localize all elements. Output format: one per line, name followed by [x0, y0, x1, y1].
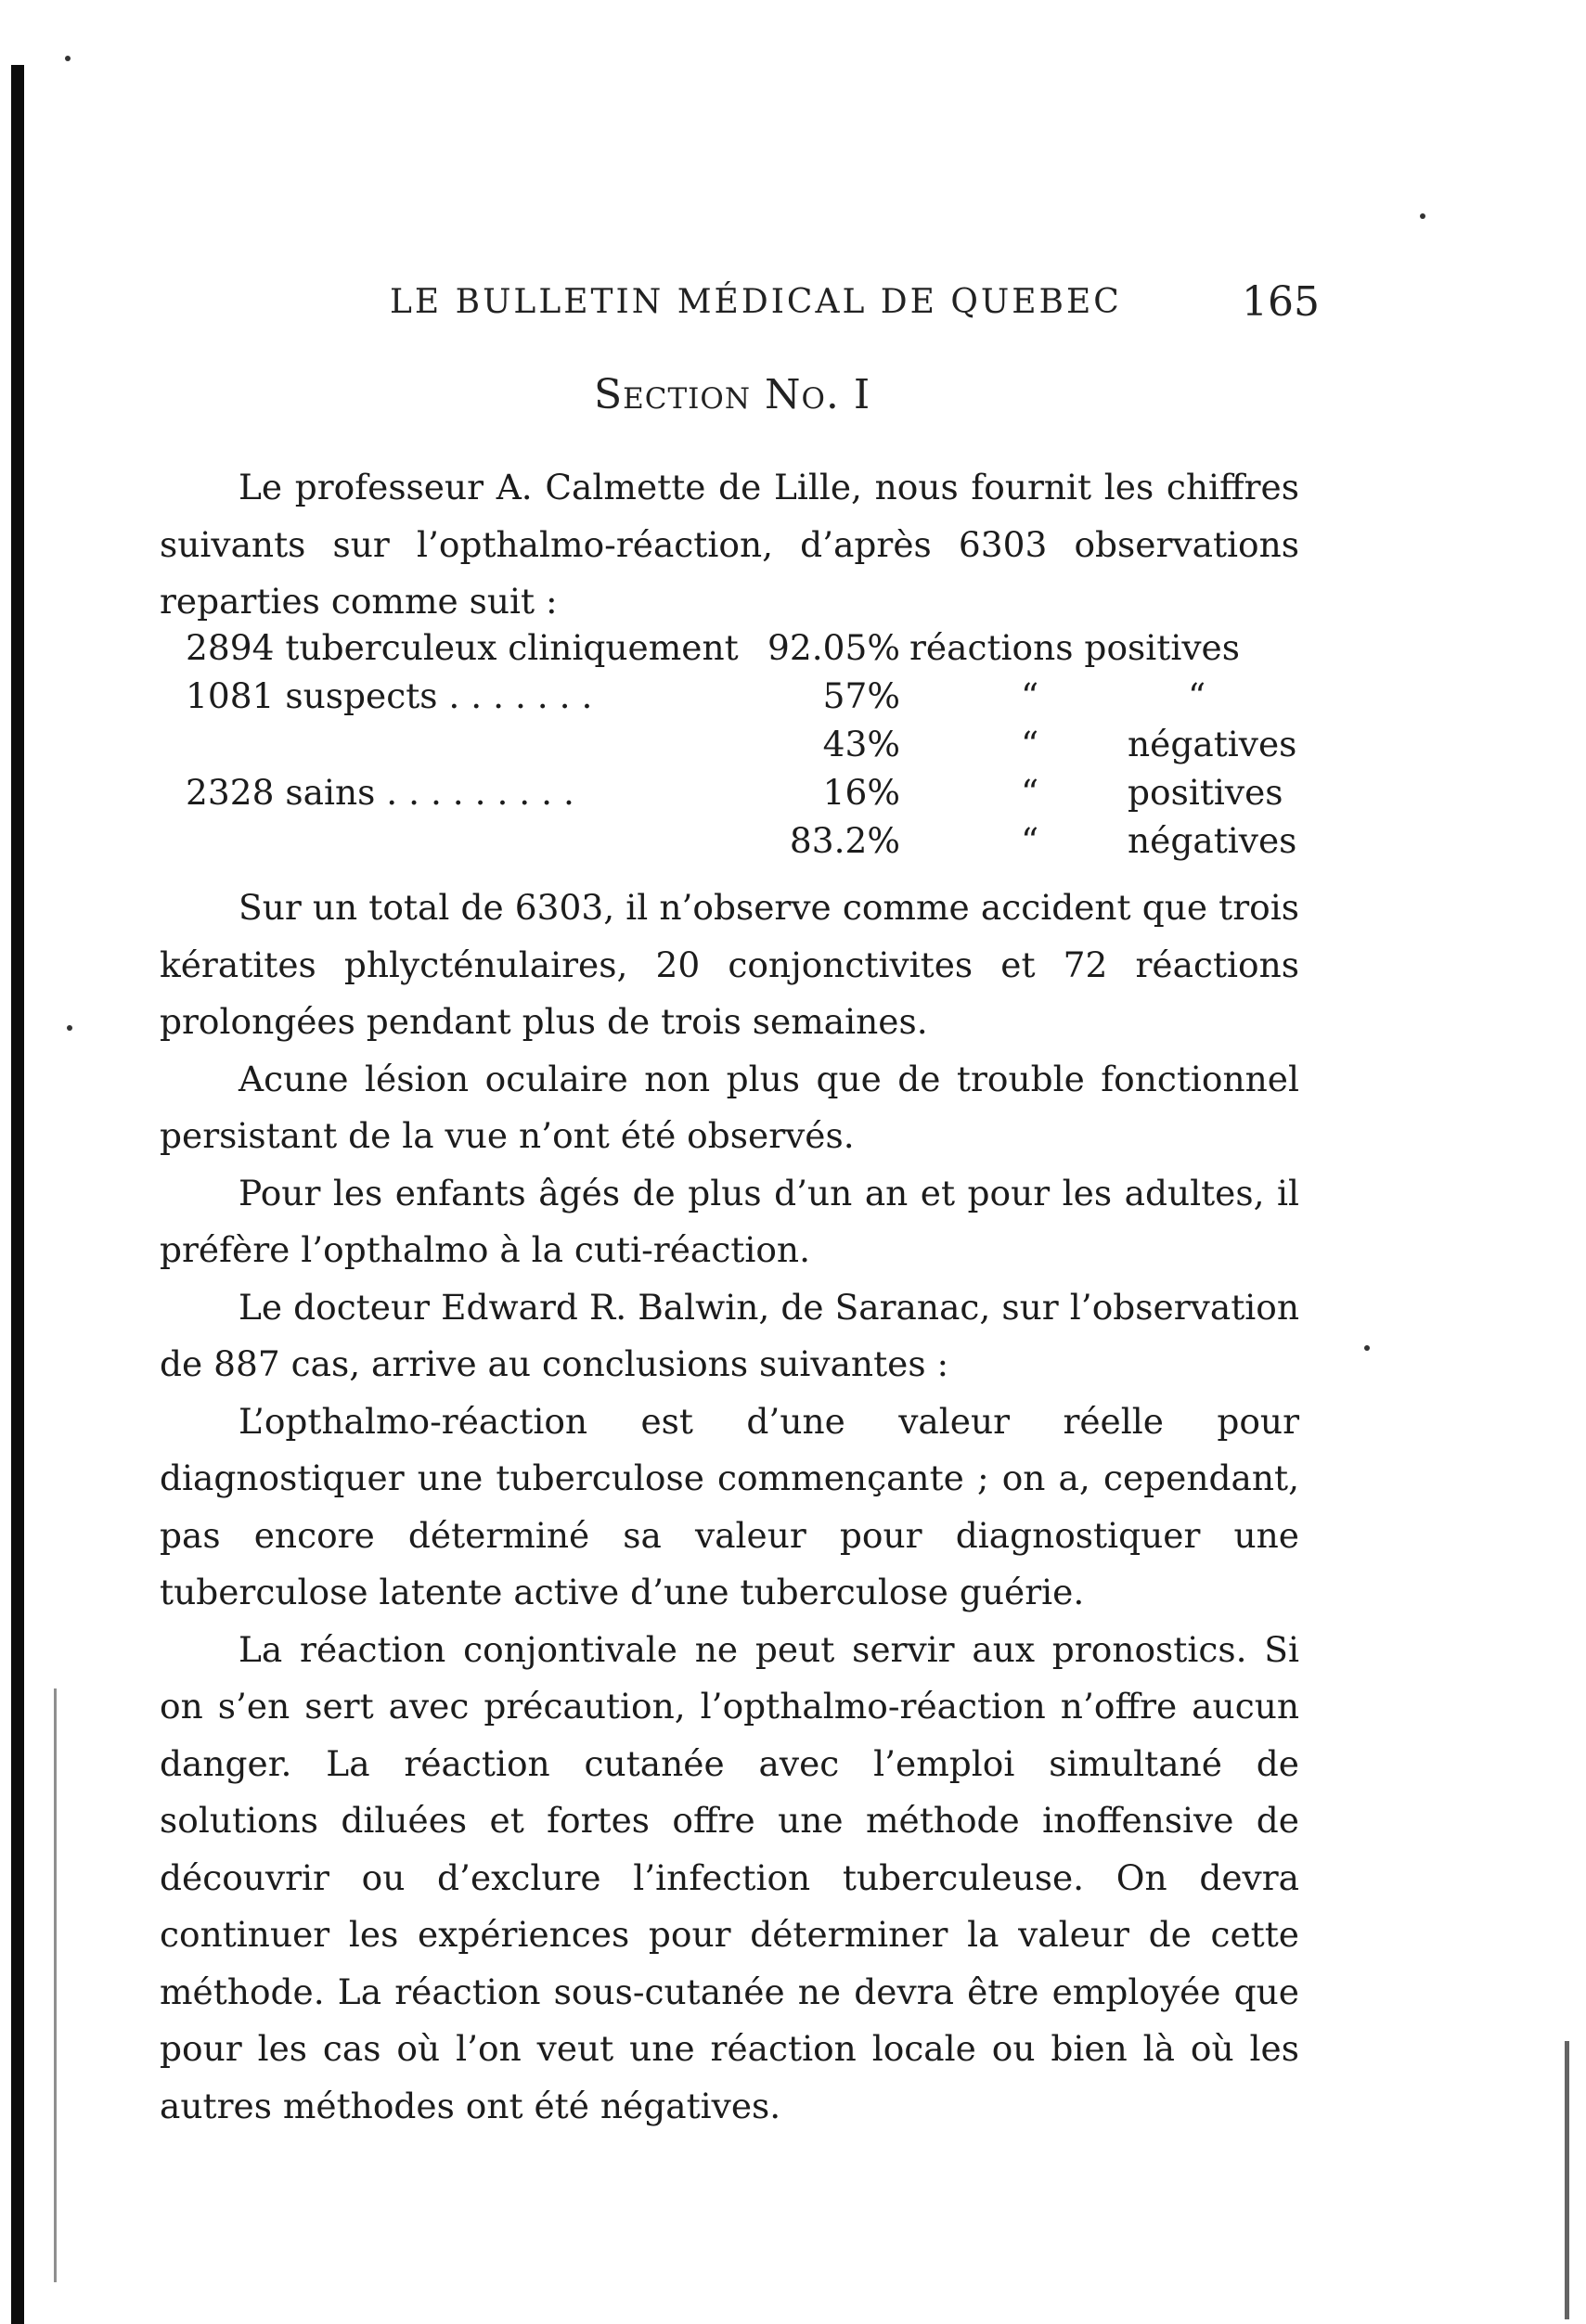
stat-word: négatives: [1128, 820, 1297, 861]
paragraph: L’opthalmo-réaction est d’une valeur réelle pour diagnostiquer une tuberculose commençante ; on a, cependant, pas encore déterminé sa valeur pour diagnostiquer une tuberculose latente active d’une tuberculose guérie.: [160, 1400, 1299, 1612]
intro-text: Le professeur A. Calmette de Lille, nous fournit les chiffres suivants sur l’opthalmo-réaction, d’après 6303 observations reparties comme suit :: [160, 467, 1299, 622]
scan-speck: [65, 56, 71, 61]
stat-row: [186, 623, 1309, 672]
paragraph: Pour les enfants âgés de plus d’un an et pour les adultes, il préfère l’opthalmo à la cuti-réaction.: [160, 1172, 1299, 1270]
stat-percent: 16%: [822, 772, 900, 813]
stat-row: [186, 816, 1309, 865]
stat-percent: 57%: [822, 675, 900, 716]
section-title: Section No. I: [594, 371, 871, 418]
scan-speck: [1364, 1345, 1370, 1351]
intro-paragraph: [160, 459, 1299, 631]
ditto-mark: “: [1188, 675, 1206, 716]
paragraph: La réaction conjontivale ne peut servir aux pronostics. Si on s’en sert avec précaution, l’opthalmo-réaction n’offre aucun danger. La réaction cutanée avec l’emploi simultané de solutions diluées et fortes offre une méthode inoffensive de découvrir ou d’exclure l’infection tuberculeuse. On devra continuer les expériences pour déterminer la valeur de cette méthode. La réaction sous-cutanée ne devra être employée que pour les cas où l’on veut une réaction locale ou bien là où les autres méthodes ont été négatives.: [160, 1628, 1299, 2126]
running-title: LE BULLETIN MÉDICAL DE QUEBEC: [390, 283, 1122, 321]
scan-right-edge-mark: [1565, 2041, 1569, 2319]
stat-label: 2894 tuberculeux cliniquement: [186, 627, 739, 668]
stat-label: 2328 sains . . . . . . . . .: [186, 772, 574, 813]
paragraph: Sur un total de 6303, il n’observe comme accident que trois kératites phlycténulaires, 20 conjonctivites et 72 réactions prolongées pendant plus de trois semaines.: [160, 887, 1299, 1042]
ditto-mark: “: [1021, 772, 1039, 813]
body-text: [160, 880, 1299, 2135]
stat-result: réactions positives: [909, 627, 1240, 668]
scan-speck: [1420, 213, 1425, 219]
scan-speck: [67, 1025, 72, 1031]
paragraph: Le docteur Edward R. Balwin, de Saranac, sur l’observation de 887 cas, arrive au conclusions suivantes :: [160, 1286, 1299, 1384]
ditto-mark: “: [1021, 724, 1039, 764]
stat-word: négatives: [1128, 724, 1297, 764]
stat-label: 1081 suspects . . . . . . .: [186, 675, 593, 716]
paragraph: Acune lésion oculaire non plus que de trouble fonctionnel persistant de la vue n’ont été observés.: [160, 1058, 1299, 1156]
ditto-mark: “: [1021, 675, 1039, 716]
page-number: 165: [1242, 278, 1320, 326]
statistics-table: [186, 623, 1309, 865]
stat-percent: 83.2%: [789, 820, 900, 861]
stat-percent: 43%: [822, 724, 900, 764]
stat-word: positives: [1128, 772, 1283, 813]
stat-percent: 92.05%: [767, 627, 900, 668]
scan-gutter-shadow: [11, 65, 24, 2324]
stat-row: [186, 768, 1309, 816]
stat-row: [186, 672, 1309, 720]
ditto-mark: “: [1021, 820, 1039, 861]
stat-row: [186, 720, 1309, 768]
scan-edge-mark: [54, 1688, 57, 2282]
